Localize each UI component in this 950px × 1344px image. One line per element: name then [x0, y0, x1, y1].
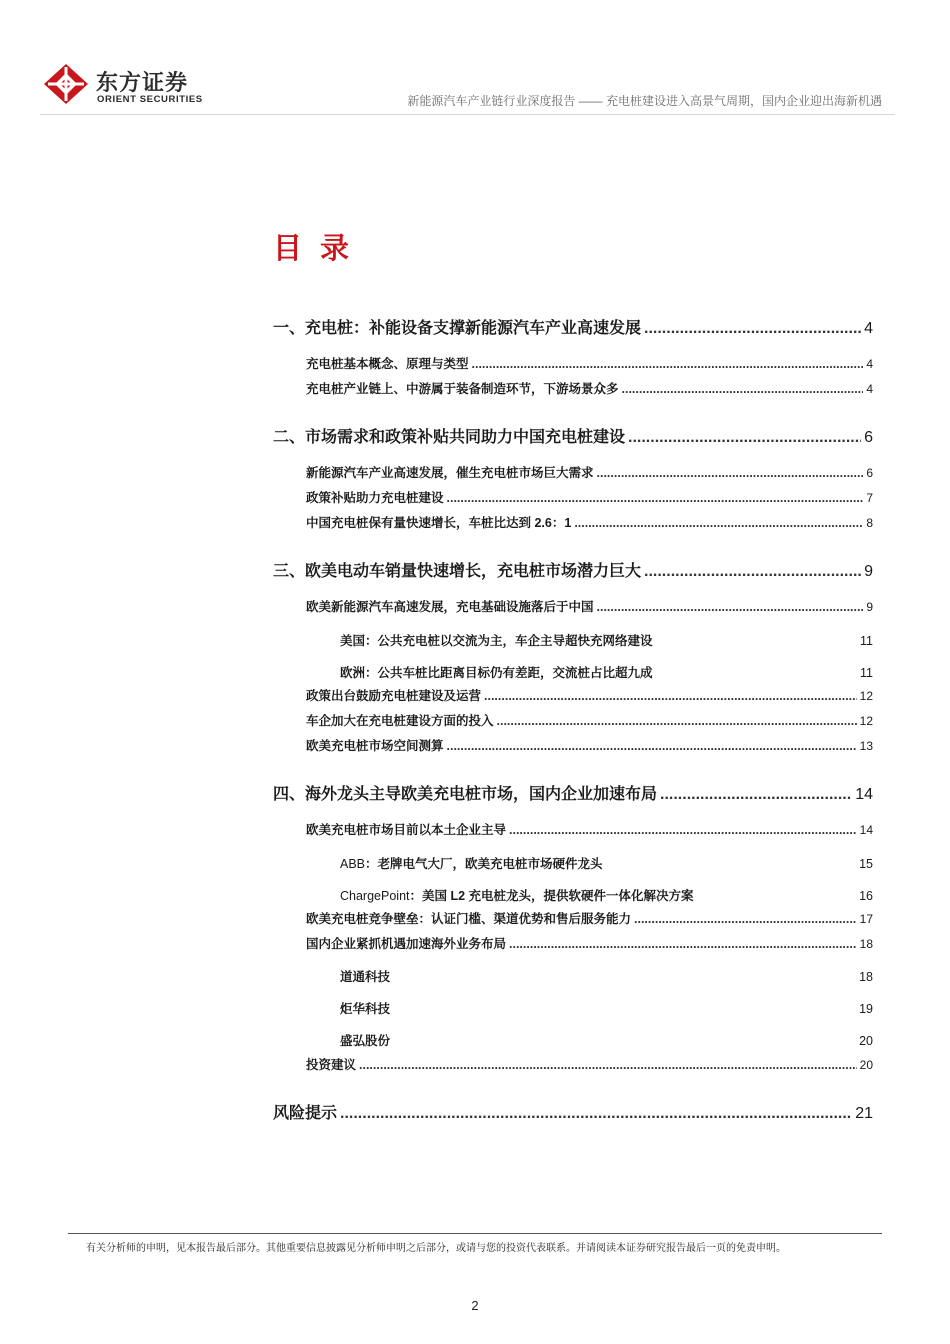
toc-entry-title: 欧洲：公共车桩比距离目标仍有差距，交流桩占比超九成 — [340, 666, 653, 680]
toc-entry-page: 16 — [859, 889, 873, 903]
toc-entry-3-1-2[interactable] — [340, 663, 873, 681]
toc-leader-dots — [597, 466, 864, 480]
toc-leader-dots — [340, 1105, 852, 1123]
toc-entry-4-3-1[interactable] — [340, 967, 873, 985]
toc-leader-dots — [447, 491, 864, 505]
toc-entry-title: 国内企业紧抓机遇加速海外业务布局 — [306, 937, 507, 951]
toc-entry-page: 9 — [866, 600, 873, 614]
toc-entry-page: 19 — [859, 1002, 873, 1016]
toc-entry-title: 美国：公共充电桩以交流为主，车企主导超快充网络建设 — [340, 634, 653, 648]
toc-entry-title: 二、市场需求和政策补贴共同助力中国充电桩建设 — [273, 429, 626, 446]
toc-entry-page: 21 — [855, 1105, 873, 1122]
toc-entry-title — [340, 886, 694, 904]
toc-entry-4-3-2[interactable] — [340, 999, 873, 1017]
toc-entry-page: 4 — [864, 320, 873, 337]
toc-entry-3-2[interactable] — [306, 686, 873, 704]
toc-entry-page: 18 — [859, 937, 873, 951]
toc-entry-page: 6 — [864, 429, 873, 446]
toc-entry-page: 11 — [860, 634, 873, 648]
toc-leader-dots — [622, 382, 864, 396]
toc-entry-title-prefix: ChargePoint — [340, 889, 410, 903]
toc-entry-3-1-1[interactable] — [340, 631, 873, 649]
toc-entry-title — [340, 854, 603, 872]
toc-entry-1-2[interactable] — [306, 379, 873, 397]
toc-entry-1-1[interactable] — [306, 354, 873, 372]
toc-leader-dots — [644, 563, 861, 581]
toc-entry-page: 14 — [855, 786, 873, 803]
toc-entry-page: 20 — [859, 1034, 873, 1048]
page-number: 2 — [471, 1298, 479, 1313]
toc-entry-title-prefix: ABB — [340, 857, 366, 871]
toc-entry-3-1[interactable] — [306, 597, 873, 615]
toc-entry-2-2[interactable] — [306, 488, 873, 506]
toc-leader-dots — [497, 714, 857, 728]
toc-entry-title: 中国充电桩保有量快速增长，车桩比达到 2.6：1 — [306, 516, 572, 530]
logo-chinese-name: 东方证券 — [96, 70, 189, 95]
header-divider — [40, 114, 895, 115]
footer-divider — [68, 1233, 882, 1234]
logo-english-name: ORIENT SECURITIES — [97, 94, 203, 105]
toc-entry-page: 13 — [859, 739, 873, 753]
toc-entry-title: 新能源汽车产业高速发展，催生充电桩市场巨大需求 — [306, 466, 594, 480]
toc-entry-title: 政策补贴助力充电桩建设 — [306, 491, 444, 505]
toc-entry-3-4[interactable] — [306, 736, 873, 754]
toc-leader-dots — [634, 912, 857, 926]
toc-entry-title: 炬华科技 — [340, 1002, 391, 1016]
toc-entry-title: 三、欧美电动车销量快速增长，充电桩市场潜力巨大 — [273, 563, 642, 580]
toc-entry-4-4[interactable] — [306, 1055, 873, 1073]
toc-entry-4-2[interactable] — [306, 909, 873, 927]
orient-logo-icon — [44, 64, 88, 104]
toc-entry-title: 一、充电桩：补能设备支撑新能源汽车产业高速发展 — [273, 320, 642, 337]
toc-entry-page: 7 — [866, 491, 873, 505]
toc-entry-4-1[interactable] — [306, 820, 873, 838]
toc-entry-title: 欧美充电桩市场目前以本土企业主导 — [306, 823, 507, 837]
toc-entry-title: 投资建议 — [306, 1058, 357, 1072]
toc-entry-title: 风险提示 — [273, 1105, 338, 1122]
toc-entry-section-1[interactable] — [273, 315, 873, 338]
toc-entry-title: 充电桩基本概念、原理与类型 — [306, 357, 469, 371]
toc-leader-dots — [644, 320, 861, 338]
toc-entry-title: 充电桩产业链上、中游属于装备制造环节，下游场景众多 — [306, 382, 619, 396]
toc-leader-dots — [597, 600, 864, 614]
toc-entry-page: 12 — [859, 714, 873, 728]
toc-entry-page: 4 — [866, 357, 873, 371]
toc-entry-title: 欧美充电桩竞争壁垒：认证门槛、渠道优势和售后服务能力 — [306, 912, 632, 926]
brand-logo — [44, 62, 224, 108]
toc-leader-dots — [359, 1058, 857, 1072]
toc-entry-section-3[interactable] — [273, 558, 873, 581]
toc-leader-dots — [574, 516, 863, 530]
toc-entry-title: 车企加大在充电桩建设方面的投入 — [306, 714, 494, 728]
toc-entry-title: 盛弘股份 — [340, 1034, 391, 1048]
toc-entry-title: 道通科技 — [340, 970, 391, 984]
toc-entry-2-1[interactable] — [306, 463, 873, 481]
toc-entry-3-3[interactable] — [306, 711, 873, 729]
toc-entry-risk[interactable] — [273, 1100, 873, 1123]
toc-entry-page: 17 — [859, 912, 873, 926]
toc-leader-dots — [660, 786, 852, 804]
toc-entry-4-1-2[interactable] — [340, 886, 873, 904]
toc-entry-page: 9 — [864, 563, 873, 580]
toc-entry-2-3[interactable] — [306, 513, 873, 531]
toc-entry-title: 政策出台鼓励充电桩建设及运营 — [306, 689, 482, 703]
toc-entry-page: 6 — [866, 466, 873, 480]
toc-entry-title: 欧美新能源汽车高速发展，充电基础设施落后于中国 — [306, 600, 594, 614]
toc-leader-dots — [509, 937, 857, 951]
toc-entry-title-rest: ：美国 L2 充电桩龙头，提供软硬件一体化解决方案 — [409, 889, 694, 903]
toc-entry-4-3[interactable] — [306, 934, 873, 952]
toc-leader-dots — [628, 429, 861, 447]
toc-entry-title: 四、海外龙头主导欧美充电桩市场，国内企业加速布局 — [273, 786, 658, 803]
toc-entry-page: 20 — [859, 1058, 873, 1072]
toc-entry-page: 8 — [866, 516, 873, 530]
toc-entry-4-1-1[interactable] — [340, 854, 873, 872]
toc-entry-page: 12 — [859, 689, 873, 703]
toc-entry-title-rest: ：老牌电气大厂，欧美充电桩市场硬件龙头 — [365, 857, 603, 871]
toc-entry-page: 11 — [860, 666, 873, 680]
toc-entry-4-3-3[interactable] — [340, 1031, 873, 1049]
toc-entry-section-2[interactable] — [273, 424, 873, 447]
toc-entry-title: 欧美充电桩市场空间测算 — [306, 739, 444, 753]
toc-leader-dots — [447, 739, 857, 753]
toc-entry-page: 14 — [859, 823, 873, 837]
toc-leader-dots — [472, 357, 864, 371]
toc-entry-page: 18 — [859, 970, 873, 984]
toc-heading: 目 录 — [273, 233, 355, 265]
toc-leader-dots — [509, 823, 857, 837]
toc-leader-dots — [484, 689, 857, 703]
toc-entry-page: 15 — [859, 857, 873, 871]
report-title: 新能源汽车产业链行业深度报告 —— 充电桩建设进入高景气周期，国内企业迎出海新机遇 — [407, 94, 882, 108]
footer-disclaimer: 有关分析师的申明，见本报告最后部分。其他重要信息披露见分析师申明之后部分，或请与您的投资代表联系。并请阅读本证券研究报告最后一页的免责申明。 — [86, 1243, 786, 1254]
toc-entry-page: 4 — [866, 382, 873, 396]
toc-entry-section-4[interactable] — [273, 781, 873, 804]
